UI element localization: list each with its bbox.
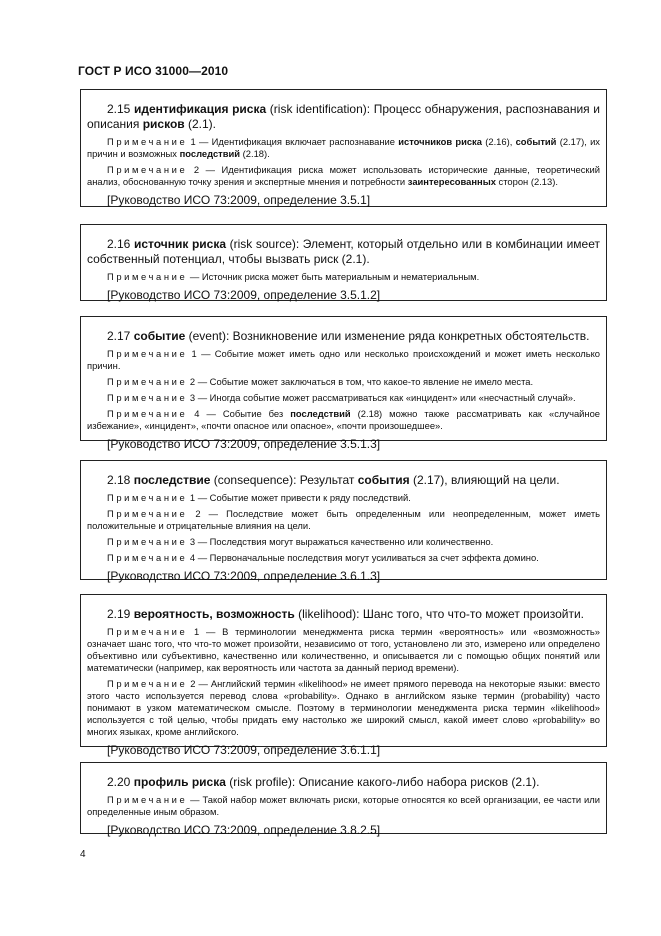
document-header: ГОСТ Р ИСО 31000—2010 bbox=[78, 64, 229, 78]
definition: 2.20 профиль риска (risk profile): Описание какого-либо набора рисков (2.1). bbox=[107, 775, 540, 789]
note: Примечание 2 — Событие может заключаться в том, что какое-то явление не имело места. bbox=[107, 376, 534, 387]
note: Примечание 3 — Последствия могут выражаться качественно или количественно. bbox=[107, 536, 494, 547]
term-box-2-20 bbox=[80, 762, 607, 837]
note: Примечание 4 — Событие без последствий (2.18) можно также рассматривать как «случайное избежание», «инцидент», «почти опасное или опасное», «почти произошедшее». bbox=[87, 408, 601, 431]
definition: 2.19 вероятность, возможность (likelihood): Шанс того, что что-то может произойти. bbox=[107, 607, 584, 621]
term: последствие bbox=[133, 473, 211, 487]
term-box-2-15 bbox=[80, 89, 607, 207]
term: источник риска bbox=[133, 237, 227, 251]
term-box-2-17 bbox=[80, 316, 607, 451]
reference: [Руководство ИСО 73:2009, определение 3.5.1] bbox=[107, 193, 371, 207]
term-box-2-19 bbox=[80, 594, 607, 757]
note: Примечание 2 — Английский термин «likelihood» не имеет прямого перевода на некоторые языки: вместо этого часто используется перевод слова «probability». Однако в английском языке термин (probability) часто понимают в узком математическом смысле. Поэтому в терминологии менеджмента риска термин «likelihood» используется с той целью, чтобы придать ему настолько же широкий смысл, какой имеет слово «probability» во многих языках, кроме английского. bbox=[87, 678, 600, 737]
note: Примечание — Такой набор может включать риски, которые относятся ко всей организации, ее части или определенные иным образом. bbox=[87, 794, 600, 817]
term: идентификация риска bbox=[133, 102, 267, 116]
note: Примечание 1 — Событие может иметь одно или несколько происхождений и может иметь несколько причин. bbox=[87, 348, 600, 371]
reference: [Руководство ИСО 73:2009, определение 3.5.1.2] bbox=[107, 288, 381, 302]
note: Примечание — Источник риска может быть материальным и нематериальным. bbox=[107, 271, 480, 282]
note: Примечание 4 — Первоначальные последствия могут усиливаться за счет эффекта домино. bbox=[107, 552, 539, 563]
term: событие bbox=[133, 329, 186, 343]
reference: [Руководство ИСО 73:2009, определение 3.6.1.3] bbox=[107, 569, 381, 583]
definition: 2.18 последствие (consequence): Результат события (2.17), влияющий на цели. bbox=[107, 473, 560, 487]
term-box-2-18 bbox=[80, 460, 607, 583]
reference: [Руководство ИСО 73:2009, определение 3.6.1.1] bbox=[107, 743, 381, 757]
note: Примечание 3 — Иногда событие может рассматриваться как «инцидент» или «несчастный случай». bbox=[107, 392, 576, 403]
note: Примечание 1 — Событие может привести к ряду последствий. bbox=[107, 492, 411, 503]
page-number: 4 bbox=[80, 849, 86, 860]
definition: 2.16 источник риска (risk source): Элемент, который отдельно или в комбинации имеет собственный потенциал, чтобы вызвать риск (2.1). bbox=[87, 237, 600, 266]
note: Примечание 2 — Идентификация риска может использовать исторические данные, теоретический анализ, обоснованную точку зрения и экспертные мнения и потребности заинтересованных сторон (2.13). bbox=[87, 164, 600, 187]
note: Примечание 1 — В терминологии менеджмента риска термин «вероятность» или «возможность» означает шанс того, что что-то может произойти, независимо от того, установлено ли это, измерено или определено объективно или субъективно, качественно или количественно, и описывается ли с помощью общих понятий или математически (например, как вероятность или частота за данный период времени). bbox=[87, 626, 600, 673]
reference: [Руководство ИСО 73:2009, определение 3.8.2.5] bbox=[107, 823, 381, 837]
term-box-2-16 bbox=[80, 224, 607, 301]
definition: 2.15 идентификация риска (risk identification): Процесс обнаружения, распознавания и описания рисков (2.1). bbox=[87, 102, 600, 131]
note: Примечание 1 — Идентификация включает распознавание источников риска (2.16), событий (2.17), их причин и возможных последствий (2.18). bbox=[87, 136, 600, 159]
reference: [Руководство ИСО 73:2009, определение 3.5.1.3] bbox=[107, 437, 381, 451]
definition: 2.17 событие (event): Возникновение или изменение ряда конкретных обстоятельств. bbox=[107, 329, 590, 343]
term: вероятность, возможность bbox=[133, 607, 295, 621]
term: профиль риска bbox=[133, 775, 226, 789]
note: Примечание 2 — Последствие может быть определенным или неопределенным, может иметь положительные и отрицательные влияния на цели. bbox=[87, 508, 600, 531]
